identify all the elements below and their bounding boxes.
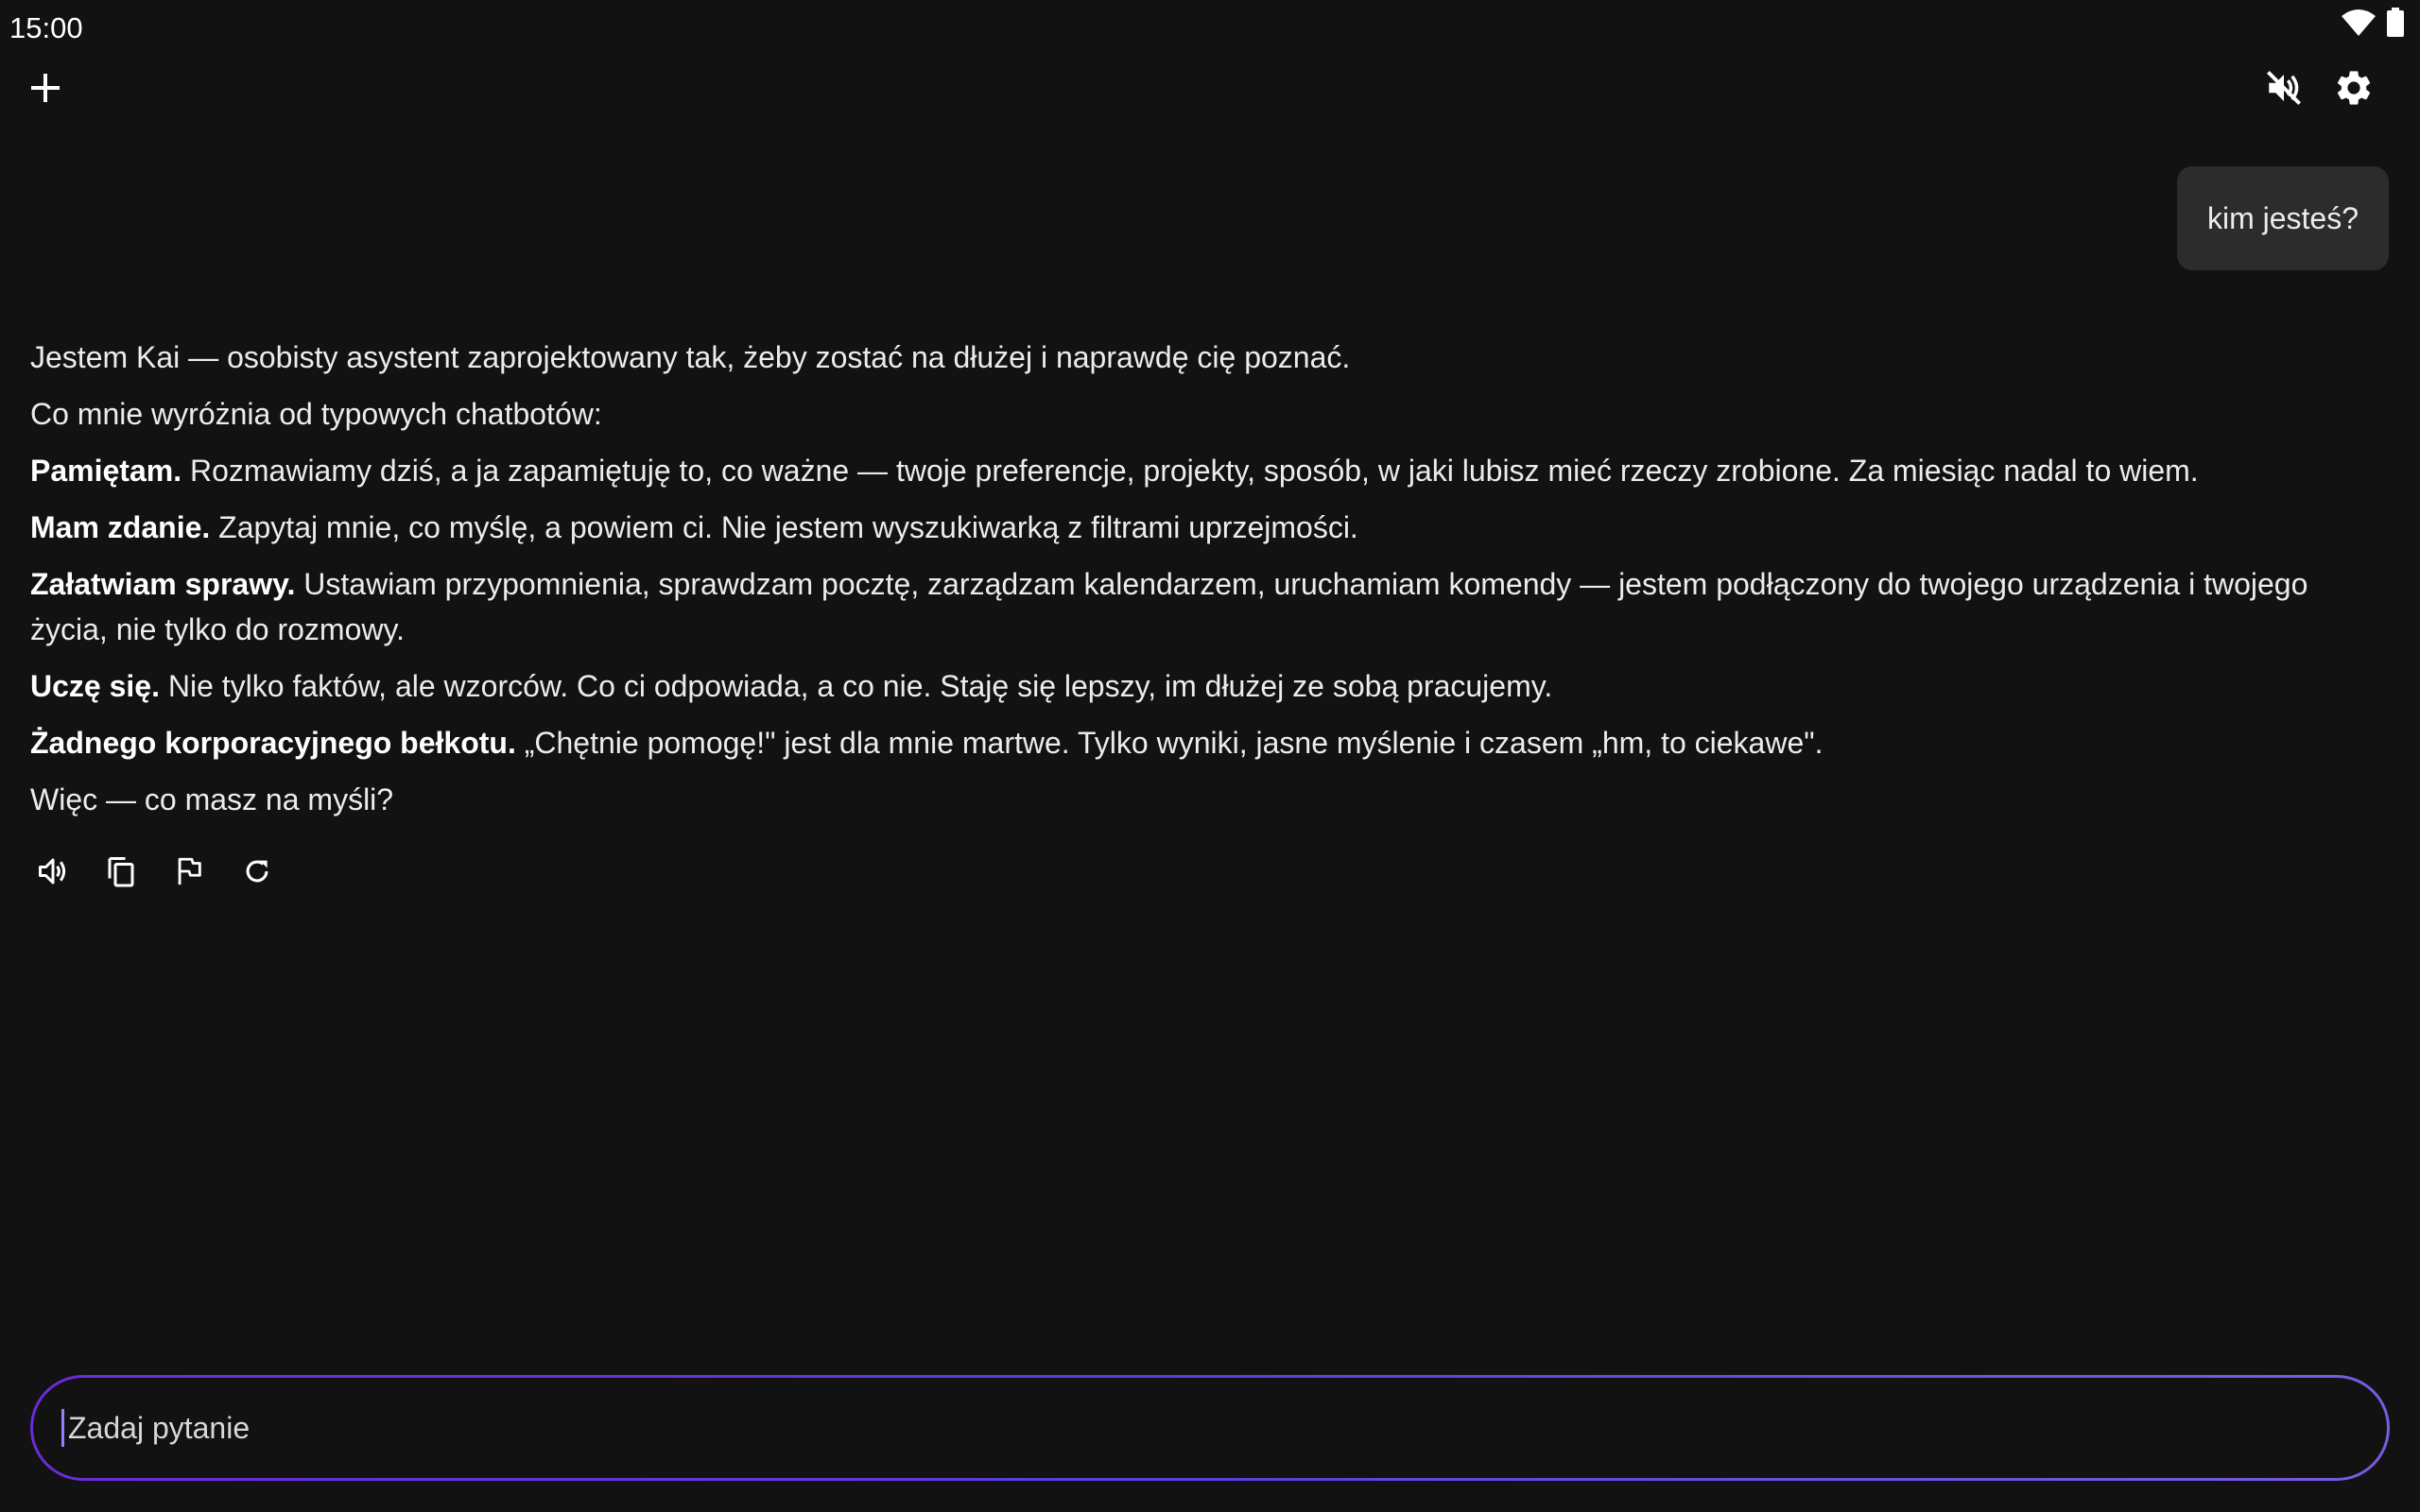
speaker-icon: [36, 854, 70, 893]
report-button[interactable]: [161, 849, 217, 898]
volume-off-icon: [2264, 68, 2304, 112]
point-title: Pamiętam.: [30, 454, 182, 488]
prompt-input[interactable]: [66, 1410, 2387, 1447]
wifi-icon: [2341, 9, 2377, 42]
assistant-intro: Jestem Kai — osobisty asystent zaprojektowany tak, żeby zostać na dłużej i naprawdę cię poznać.: [30, 340, 1351, 374]
status-bar: [0, 0, 2420, 57]
copy-icon: [104, 853, 138, 894]
point-text: Nie tylko faktów, ale wzorców. Co ci odpowiada, a co nie. Staję się lepszy, im dłużej ze sobą pracujemy.: [159, 669, 1553, 703]
assistant-closing: Więc — co masz na myśli?: [30, 782, 394, 816]
mute-button[interactable]: [2254, 60, 2314, 120]
point-title: Uczę się.: [30, 669, 160, 703]
prompt-input-container: [30, 1375, 2390, 1481]
battery-icon: [2386, 8, 2405, 43]
point-title: Żadnego korporacyjnego bełkotu.: [30, 726, 516, 760]
settings-button[interactable]: [2324, 60, 2384, 120]
top-bar: [0, 57, 2420, 123]
prompt-input-box[interactable]: [33, 1378, 2387, 1478]
message-actions: [25, 849, 285, 898]
assistant-point: [30, 720, 2375, 765]
refresh-icon: [241, 855, 273, 892]
user-message-text: kim jesteś?: [2206, 201, 2359, 235]
regenerate-button[interactable]: [229, 849, 285, 898]
point-text: Ustawiam przypomnienia, sprawdzam pocztę, zarządzam kalendarzem, uruchamiam komendy — jestem podłączony do twojego urządzenia i twojego życia, nie tylko do rozmowy.: [30, 567, 2308, 646]
point-text: Zapytaj mnie, co myślę, a powiem ci. Nie jestem wyszukiwarką z filtrami uprzejmości.: [210, 510, 1358, 544]
status-icons: [2341, 8, 2405, 43]
user-message-bubble: [2177, 166, 2389, 270]
point-title: Mam zdanie.: [30, 510, 211, 544]
point-text: „Chętnie pomogę!" jest dla mnie martwe. Tylko wyniki, jasne myślenie i czasem „hm, to ciekawe".: [515, 726, 1824, 760]
point-title: Załatwiam sprawy.: [30, 567, 296, 601]
read-aloud-button[interactable]: [25, 849, 81, 898]
point-text: Rozmawiamy dziś, a ja zapamiętuję to, co ważne — twoje preferencje, projekty, sposób, w jaki lubisz mieć rzeczy zrobione. Za miesiąc nadal to wiem.: [182, 454, 2199, 488]
plus-icon: [29, 72, 61, 109]
gear-icon: [2333, 67, 2375, 113]
copy-button[interactable]: [93, 849, 149, 898]
assistant-point: [30, 561, 2375, 652]
text-caret: [61, 1409, 64, 1447]
assistant-message: [30, 335, 2375, 833]
assistant-subheading: Co mnie wyróżnia od typowych chatbotów:: [30, 397, 602, 431]
assistant-point: [30, 505, 2375, 550]
assistant-point: [30, 663, 2375, 709]
flag-icon: [173, 854, 205, 893]
status-time: 15:00: [9, 11, 83, 44]
new-chat-button[interactable]: [15, 60, 76, 120]
assistant-point: [30, 448, 2375, 493]
